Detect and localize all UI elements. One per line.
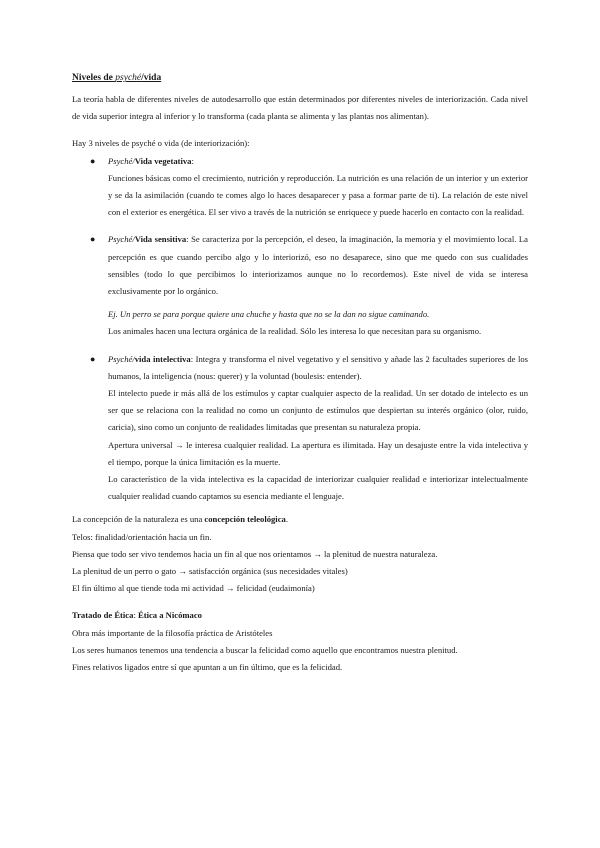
text-line: Obra más importante de la filosofía práctica de Aristóteles [72,627,273,638]
conception-line: La concepción de la naturaleza es una concepción teleológica. [72,514,288,525]
section-title: Niveles de psyché/vida [72,73,162,83]
text-line: Los seres humanos tenemos una tendencia a buscar la felicidad como aquello que encontramos nuestra plenitud. [72,644,458,655]
level-text-2: Los animales hacen una lectura orgánica de la realidad. Sólo les interesa lo que necesitan para su organismo. [108,326,482,337]
document-page [72,72,528,676]
treatise-title: Tratado de Ética: Ética a Nicómaco [72,610,202,621]
level-text-3: Apertura universal → le interesa cualquier realidad. La apertura es ilimitada. Hay un desajuste entre la vida intelectiva y el tiempo, porque la única limitación es la muerte. [108,439,528,467]
list-item-sensitive [72,231,528,340]
example-text: Ej. Un perro se para porque quiere una chuche y hasta que no se la dan no sigue caminando. [108,309,430,320]
bullet-icon: ● [90,155,96,166]
text-line: El fin último al que tiende toda mi actividad → felicidad (eudaimonía) [72,583,315,594]
level-text: Funciones básicas como el crecimiento, nutrición y reproducción. La nutrición es una relación de un interior y un exterior y se da la asimilación (cuando te comes algo lo haces desaparecer y pasa a formar parte de ti). La relación de este nivel con el exterior es energética. El ser vivo a través de la nutrición se enriquece y puede hacerlo en contacto con la realidad. [108,172,528,218]
level-text-2: El intelecto puede ir más allá de los estímulos y captar cualquier aspecto de la realidad. Un ser dotado de intelecto es un ser que se relaciona con la realidad no como un conjunto de estímulos que despiertan su interés orgánico (olor, ruido, caricia), sino como un conjunto de realidades limitadas que presentan su naturaleza propia. [108,388,528,433]
list-item-intellective [72,351,528,506]
level-heading: Psyché/Vida vegetativa: [108,155,194,166]
text-line: Fines relativos ligados entre sí que apuntan a un fin último, que es la felicidad. [72,662,343,673]
text-line: La plenitud de un perro o gato → satisfacción orgánica (sus necesidades vitales) [72,566,348,577]
intro-paragraph: La teoría habla de diferentes niveles de autodesarrollo que están determinados por diferentes niveles de interiorización. Cada nivel de vida superior integra al inferior y lo transforma (cada planta se alimenta y las plantas nos alimentan). [72,94,528,122]
level-text: Psyché/vida intelectiva: Integra y transforma el nivel vegetativo y el sensitivo y añade las 2 facultades superiores de los humanos, la inteligencia (nous: querer) y la voluntad (boulesis: entender). [108,353,528,381]
levels-intro: Hay 3 niveles de psyché o vida (de interiorización): [72,138,250,149]
list-item-vegetative [72,153,528,222]
bullet-icon: ● [90,353,96,364]
bullet-icon: ● [90,234,96,245]
text-line: Piensa que todo ser vivo tendemos hacia un fin al que nos orientamos → la plenitud de nuestra naturaleza. [72,548,438,559]
telos-line: Telos: finalidad/orientación hacia un fin. [72,531,212,542]
level-text: Psyché/Vida sensitiva: Se caracteriza por la percepción, el deseo, la imaginación, la memoria y el movimiento local. La percepción es que cuando percibo algo y lo interiorizó, eso no desaparece, sino que me quedo con sus cualidades sensibles (todo lo que percibimos lo interiorizamos aunque no lo recordemos). Este nivel de vida se interesa exclusivamente por lo orgánico. [108,234,529,297]
level-text-4: Lo característico de la vida intelectiva es la capacidad de interiorizar cualquier realidad e interiorizar intelectualmente cualquier realidad cuando captamos su esencia mediante el lenguaje. [108,474,528,502]
